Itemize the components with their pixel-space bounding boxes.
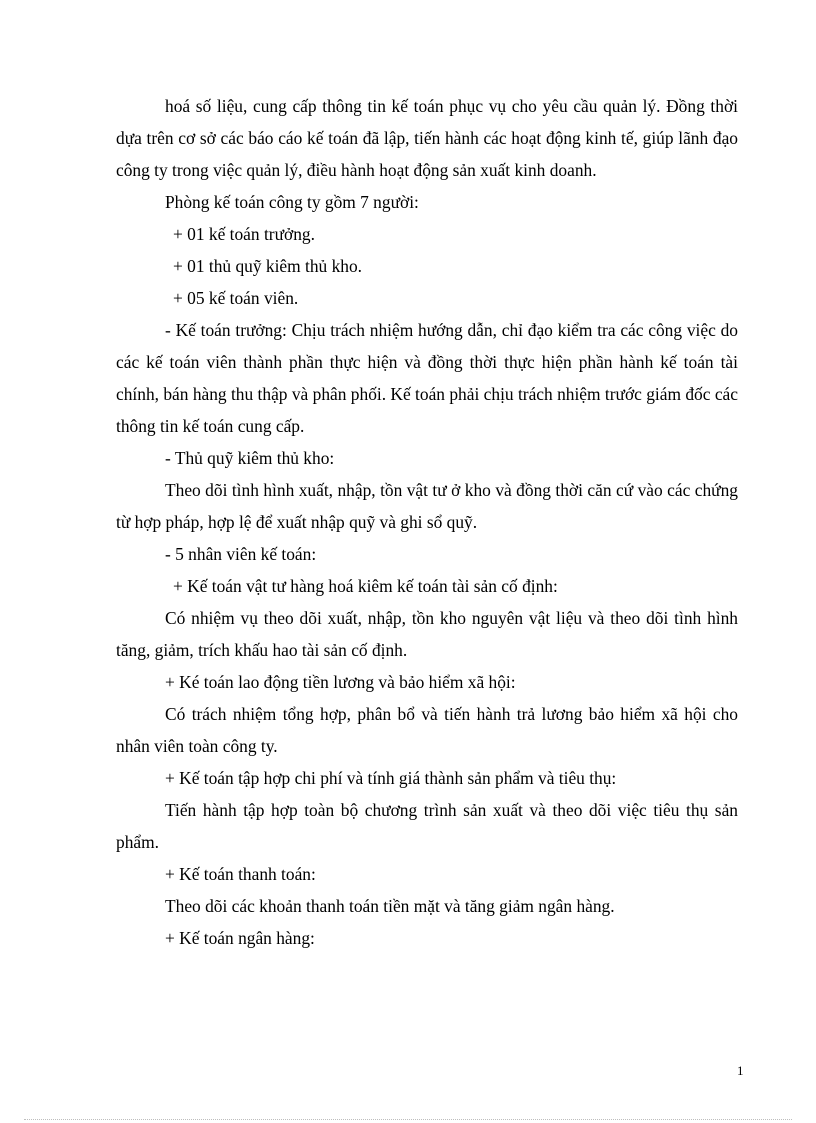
paragraph-chief-duties: - Kế toán trưởng: Chịu trách nhiệm hướng dẫn, chỉ đạo kiểm tra các công việc do các kế toán viên thành phần thực hiện và đồng thời thực hiện phần hành kế toán tài chính, bán hàng thu thập và phân phối. Kế toán phải chịu trách nhiệm trước giám đốc các thông tin kế toán cung cấp. [116,320,738,436]
paragraph-materials-duties: Có nhiệm vụ theo dõi xuất, nhập, tồn kho nguyên vật liệu và theo dõi tình hình tăng, giảm, trích khấu hao tài sản cố định. [116,608,738,660]
page-number: 1 [737,1063,744,1078]
body-text [116,90,738,954]
heading-treasurer: - Thủ quỹ kiêm thủ kho: [165,448,335,468]
list-item-chief-accountant: + 01 kế toán trưởng. [173,224,315,244]
list-item-treasurer: + 01 thủ quỹ kiêm thủ kho. [173,256,363,276]
list-item-accountants: + 05 kế toán viên. [173,288,299,308]
paragraph-intro: hoá số liệu, cung cấp thông tin kế toán phục vụ cho yêu cầu quản lý. Đồng thời dựa trên cơ sở các báo cáo kế toán đã lập, tiến hành các hoạt động kinh tế, giúp lãnh đạo công ty trong việc quản lý, điều hành hoạt động sản xuất kinh doanh. [116,96,738,180]
paragraph-payroll-duties: Có trách nhiệm tổng hợp, phân bổ và tiến hành trả lương bảo hiểm xã hội cho nhân viên toàn công ty. [116,704,738,756]
page-bottom-divider [24,1119,792,1120]
paragraph-payments-duties: Theo dõi các khoản thanh toán tiền mặt và tăng giảm ngân hàng. [165,896,615,916]
paragraph-staff-count: Phòng kế toán công ty gồm 7 người: [165,192,419,212]
subheading-materials-assets: + Kế toán vật tư hàng hoá kiêm kế toán tài sản cố định: [173,576,558,596]
subheading-payroll: + Ké toán lao động tiền lương và bảo hiểm xã hội: [165,672,516,692]
subheading-costing: + Kế toán tập hợp chi phí và tính giá thành sản phẩm và tiêu thụ: [165,768,617,788]
paragraph-costing-duties: Tiến hành tập hợp toàn bộ chương trình sản xuất và theo dõi việc tiêu thụ sản phẩm. [116,800,738,852]
subheading-bank: + Kế toán ngân hàng: [165,928,315,948]
heading-five-accountants: - 5 nhân viên kế toán: [165,544,317,564]
subheading-payments: + Kế toán thanh toán: [165,864,316,884]
paragraph-treasurer-duties: Theo dõi tình hình xuất, nhập, tồn vật tư ở kho và đồng thời căn cứ vào các chứng từ hợp pháp, hợp lệ để xuất nhập quỹ và ghi sổ quỹ. [116,480,738,532]
